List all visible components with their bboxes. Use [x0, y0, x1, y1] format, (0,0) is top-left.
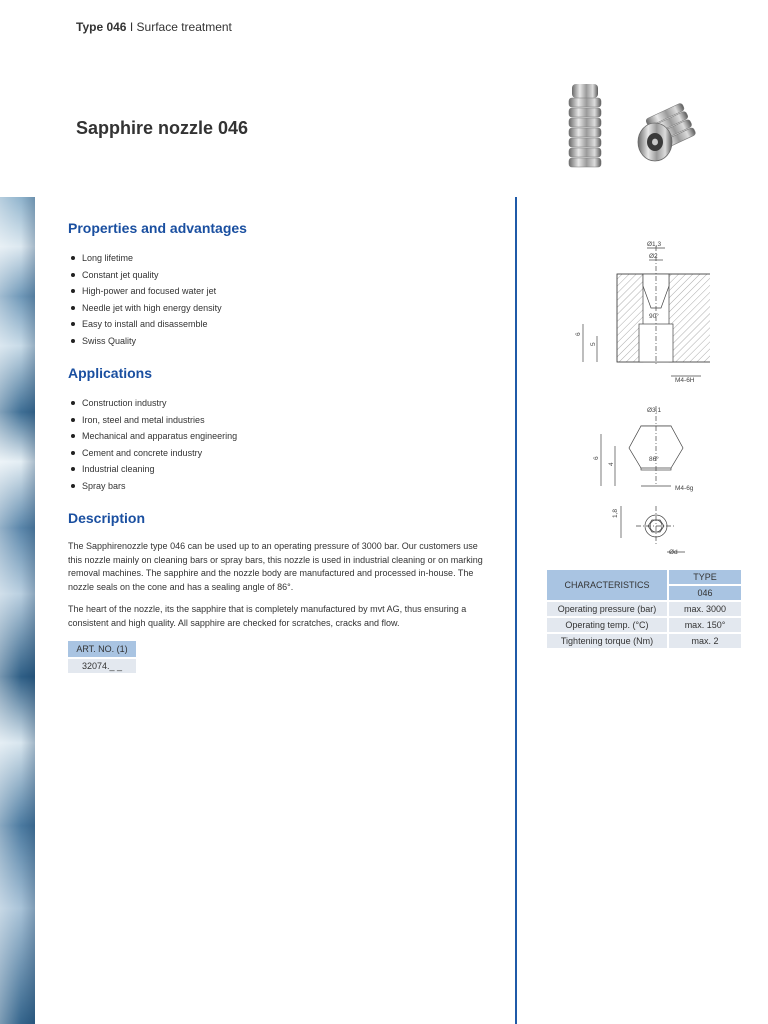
- list-item: High-power and focused water jet: [68, 283, 488, 300]
- art-no-value: 32074._ _: [68, 659, 136, 673]
- row-value: max. 3000: [669, 602, 741, 616]
- dim-size-1-8: 1,8: [612, 508, 619, 518]
- list-item: Industrial cleaning: [68, 461, 488, 478]
- list-item: Long lifetime: [68, 250, 488, 267]
- description-heading: Description: [68, 510, 146, 526]
- type-value: 046: [669, 586, 741, 600]
- nozzle-front-view: [638, 103, 696, 161]
- row-label: Operating temp. (°C): [547, 618, 667, 632]
- dim-h-6: 6: [575, 332, 582, 336]
- main-content: [68, 220, 488, 675]
- table-row: [547, 602, 741, 616]
- nozzle-body-drawing: [601, 406, 683, 486]
- product-photo: [560, 70, 710, 190]
- list-item: Mechanical and apparatus engineering: [68, 428, 488, 445]
- list-item: Constant jet quality: [68, 267, 488, 284]
- dim-thread-external: M4-6g: [675, 485, 694, 492]
- column-divider: [515, 197, 517, 1024]
- properties-heading: Properties and advantages: [68, 220, 247, 236]
- technical-drawing: [575, 236, 710, 561]
- row-label: Operating pressure (bar): [547, 602, 667, 616]
- applications-heading: Applications: [68, 365, 153, 381]
- art-no-header: ART. NO. (1): [68, 641, 136, 657]
- side-decoration-strip: [0, 197, 35, 1024]
- category-label: Surface treatment: [136, 20, 232, 34]
- row-value: max. 2: [669, 634, 741, 648]
- list-item: Iron, steel and metal industries: [68, 412, 488, 429]
- dim-h-6b: 6: [593, 456, 600, 460]
- description-paragraph: The heart of the nozzle, its the sapphire that is completely manufactured by mvt AG, thus ensuring a consistent and high quality. All sapphire are checked for scratches, cracks and flow.: [68, 604, 467, 628]
- page-title: Sapphire nozzle 046: [76, 118, 249, 138]
- row-label: Tightening torque (Nm): [547, 634, 667, 648]
- dim-d-d: Ød: [669, 549, 678, 556]
- list-item: Cement and concrete industry: [68, 445, 488, 462]
- characteristics-table: [545, 568, 743, 650]
- dim-h-4: 4: [608, 462, 615, 466]
- seat-section-drawing: [583, 246, 710, 376]
- type-header: TYPE: [669, 570, 741, 584]
- dim-h-5: 5: [590, 342, 597, 346]
- applications-list: [68, 395, 488, 494]
- table-row: [547, 618, 741, 632]
- description-paragraph: The Sapphirenozzle type 046 can be used up to an operating pressure of 3000 bar. Our customers use this nozzle mainly on cleaning bars or spray bars, this nozzle is used in industrial cleaning or on marking removal machines. The sapphire and the nozzle body are manufactured and processed in-house. The nozzle seals on the cone and has a sealing angle of 86°.: [68, 541, 483, 592]
- nozzle-side-view: [569, 84, 601, 167]
- list-item: Construction industry: [68, 395, 488, 412]
- dim-d-top: Ø1,3: [647, 241, 662, 248]
- dim-thread-internal: M4-6H: [675, 377, 695, 384]
- list-item: Spray bars: [68, 478, 488, 495]
- table-row: [547, 634, 741, 648]
- list-item: Needle jet with high energy density: [68, 300, 488, 317]
- dim-d-3-1: Ø3,1: [647, 407, 662, 414]
- breadcrumb: [76, 20, 232, 34]
- nozzle-end-view-drawing: [621, 506, 685, 552]
- properties-list: [68, 250, 488, 349]
- dim-angle-86: 86°: [649, 456, 659, 463]
- characteristics-header: CHARACTERISTICS: [547, 570, 667, 600]
- breadcrumb-separator: I: [129, 20, 134, 34]
- row-value: max. 150°: [669, 618, 741, 632]
- list-item: Swiss Quality: [68, 333, 488, 350]
- dim-angle-90: 90°: [649, 313, 659, 320]
- article-number-table: [66, 639, 138, 675]
- dim-d-2: Ø2: [649, 253, 658, 260]
- list-item: Easy to install and disassemble: [68, 316, 488, 333]
- type-label: Type 046: [76, 20, 127, 34]
